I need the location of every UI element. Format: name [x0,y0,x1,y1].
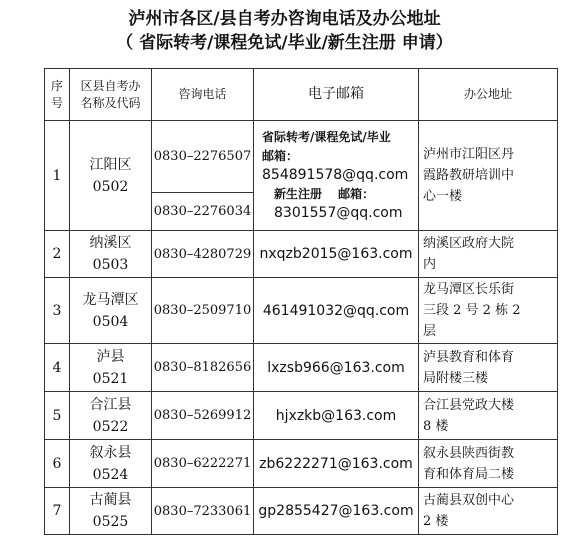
district-code: 0522 [92,418,129,435]
phone-cell: 0830–6222271 [152,440,254,488]
district-cell [70,121,152,231]
district-name: 古蔺县 [89,492,132,508]
district-code: 0503 [92,257,129,273]
address-cell [419,392,558,440]
header-email: 电子邮箱 [254,69,419,121]
email-cell: lxzsb966@163.com [254,344,419,392]
table-row [45,344,558,392]
header-seq-line2: 号 [50,95,63,110]
district-code: 0502 [92,178,129,195]
table-row [45,440,558,488]
email-label: 省际转考/课程免试/毕业 [262,130,391,144]
header-seq-line1: 序 [50,78,63,93]
address-cell [419,278,558,344]
page-title: 泸州市各区/县自考办咨询电话及办公地址 [128,9,441,29]
phone-cell: 0830–8182656 [152,344,254,392]
address-line: 泸州市江阳区丹 [423,147,515,162]
table-row [45,392,558,440]
header-seq [45,69,70,121]
seq-cell: 7 [45,488,70,535]
seq-cell: 4 [45,344,70,392]
table-row [45,488,558,535]
address-line: 心一楼 [423,189,463,204]
seq-cell: 6 [45,440,70,488]
address-cell [419,440,558,488]
header-address: 办公地址 [419,69,558,121]
district-code: 0524 [92,466,129,483]
email-label: 新生注册 邮箱： [274,187,375,201]
email-cell: gp2855427@163.com [254,488,419,535]
email-cell [254,121,419,231]
email-address: 854891578@qq.com [262,167,409,183]
table-row [45,121,558,193]
header-name-line1: 区县自考办 [80,78,141,93]
seq-cell: 2 [45,231,70,278]
phone-cell: 0830–2276507 [152,121,254,193]
district-cell [70,278,152,344]
address-line: 龙马潭区长乐街 [423,282,515,297]
address-line: 2 楼 [423,514,449,529]
email-cell: hjxzkb@163.com [254,392,419,440]
district-code: 0504 [92,313,129,330]
address-line: 纳溪区政府大院 [423,236,515,251]
address-line: 霞路教研培训中 [423,168,515,183]
district-cell [70,392,152,440]
address-cell [419,344,558,392]
address-line: 8 楼 [423,418,449,434]
phone-cell: 0830–7233061 [152,488,254,535]
district-name: 纳溪区 [89,235,132,251]
table-header-row [45,69,558,121]
district-cell [70,440,152,488]
address-line: 局附楼三楼 [423,370,489,386]
header-phone: 咨询电话 [152,69,254,121]
email-address: 8301557@qq.com [274,205,403,221]
address-line: 三段 2 号 2 栋 2 [423,303,521,318]
address-line: 内 [423,257,437,272]
email-label: 邮箱： [262,149,299,163]
phone-cell: 0830–4280729 [152,231,254,278]
seq-cell: 3 [45,278,70,344]
district-name: 江阳区 [89,156,132,173]
address-cell [419,121,558,231]
district-cell [70,488,152,535]
header-name-line2: 名称及代码 [80,95,141,110]
phone-cell: 0830–2276034 [152,193,254,231]
district-code: 0525 [92,514,129,530]
address-line: 叙永县陕西街教 [423,445,515,461]
address-cell [419,488,558,535]
district-name: 叙永县 [89,444,132,461]
seq-cell: 1 [45,121,70,231]
phone-cell: 0830–2509710 [152,278,254,344]
district-cell [70,231,152,278]
district-code: 0521 [92,370,129,387]
email-cell: nxqzb2015@163.com [254,231,419,278]
address-line: 层 [423,324,437,339]
address-line: 古蔺县双创中心 [423,493,515,508]
address-cell [419,231,558,278]
address-line: 泸县教育和体育 [423,349,515,365]
seq-cell: 5 [45,392,70,440]
email-cell: zb6222271@163.com [254,440,419,488]
address-line: 育和体育局二楼 [423,466,515,482]
table-row [45,231,558,278]
district-name: 龙马潭区 [82,291,139,308]
page-subtitle: （ 省际转考/课程免试/毕业/新生注册 申请） [116,33,453,53]
email-cell: 461491032@qq.com [254,278,419,344]
contact-table [44,68,558,535]
district-cell [70,344,152,392]
table-row [45,278,558,344]
district-name: 泸县 [96,348,125,365]
phone-cell: 0830–5269912 [152,392,254,440]
header-name [70,69,152,121]
address-line: 合江县党政大楼 [423,397,515,413]
district-name: 合江县 [89,396,132,413]
